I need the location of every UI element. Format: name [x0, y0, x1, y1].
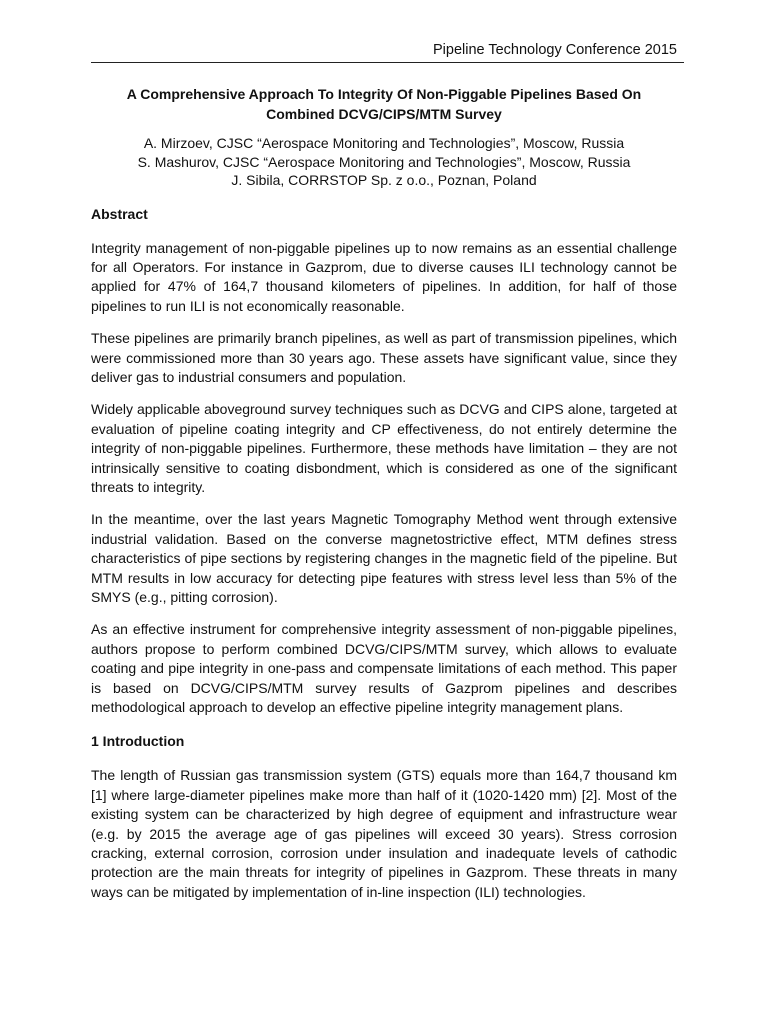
running-header: Pipeline Technology Conference 2015 — [433, 42, 677, 58]
abstract-paragraph: As an effective instrument for comprehensive integrity assessment of non-piggable pipelines, authors propose to perform combined DCVG/CIPS/MTM survey, which allows to evaluate coating and pipe integrity in one-pass and compensate limitations of each method. This paper is based on DCVG/CIPS/MTM survey results of Gazprom pipelines and describes methodological approach to develop an effective pipeline integrity management plans. — [91, 621, 677, 716]
paper-title: A Comprehensive Approach To Integrity Of Non-Piggable Pipelines Based On Combined DCVG/CIPS/MTM Survey — [126, 86, 642, 122]
author-line: S. Mashurov, CJSC “Aerospace Monitoring and Technologies”, Moscow, Russia — [137, 153, 631, 170]
author-line: A. Mirzoev, CJSC “Aerospace Monitoring and Technologies”, Moscow, Russia — [143, 135, 625, 151]
abstract-paragraph: Integrity management of non-piggable pipelines up to now remains as an essential challenge for all Operators. For instance in Gazprom, due to diverse causes ILI technology cannot be applied for 47% of 164,7 thousand kilometers of pipelines. In addition, for half of those pipelines to run ILI is not economically reasonable. — [91, 239, 677, 314]
introduction-paragraph: The length of Russian gas transmission system (GTS) equals more than 164,7 thousand km [1] where large-diameter pipelines make more than half of it (1020-1420 mm) [2]. Most of the existing system can be characterized by high degree of equipment and infrastructure wear (e.g. by 2015 the average age of gas pipelines will exceed 30 years). Stress corrosion cracking, external corrosion, corrosion under insulation and inadequate levels of cathodic protection are the main threats for integrity of pipelines in Gazprom. These threats in many ways can be mitigated by implementation of in-line inspection (ILI) technologies. — [91, 767, 677, 900]
abstract-paragraph: In the meantime, over the last years Magnetic Tomography Method went through extensive industrial validation. Based on the converse magnetostrictive effect, MTM defines stress characteristics of pipe sections by registering changes in the magnetic field of the pipeline. But MTM results in low accuracy for detecting pipe features with stress level less than 5% of the SMYS (e.g., pitting corrosion). — [91, 511, 677, 605]
author-list — [91, 134, 677, 190]
abstract-heading: Abstract — [91, 205, 148, 222]
introduction-heading: 1 Introduction — [91, 733, 185, 750]
abstract-paragraph: These pipelines are primarily branch pipelines, as well as part of transmission pipelines, which were commissioned more than 30 years ago. These assets have significant value, since they deliver gas to industrial consumers and population. — [91, 330, 677, 385]
paper-body — [91, 84, 677, 902]
abstract-paragraph: Widely applicable aboveground survey techniques such as DCVG and CIPS alone, targeted at evaluation of pipeline coating integrity and CP effectiveness, do not entirely determine the integrity of non-piggable pipelines. Furthermore, these methods have limitation – they are not intrinsically sensitive to coating disbondment, which is considered as one of the significant threats to integrity. — [91, 401, 677, 495]
author-line: J. Sibila, CORRSTOP Sp. z o.o., Poznan, Poland — [231, 172, 537, 188]
header-rule — [91, 62, 684, 63]
